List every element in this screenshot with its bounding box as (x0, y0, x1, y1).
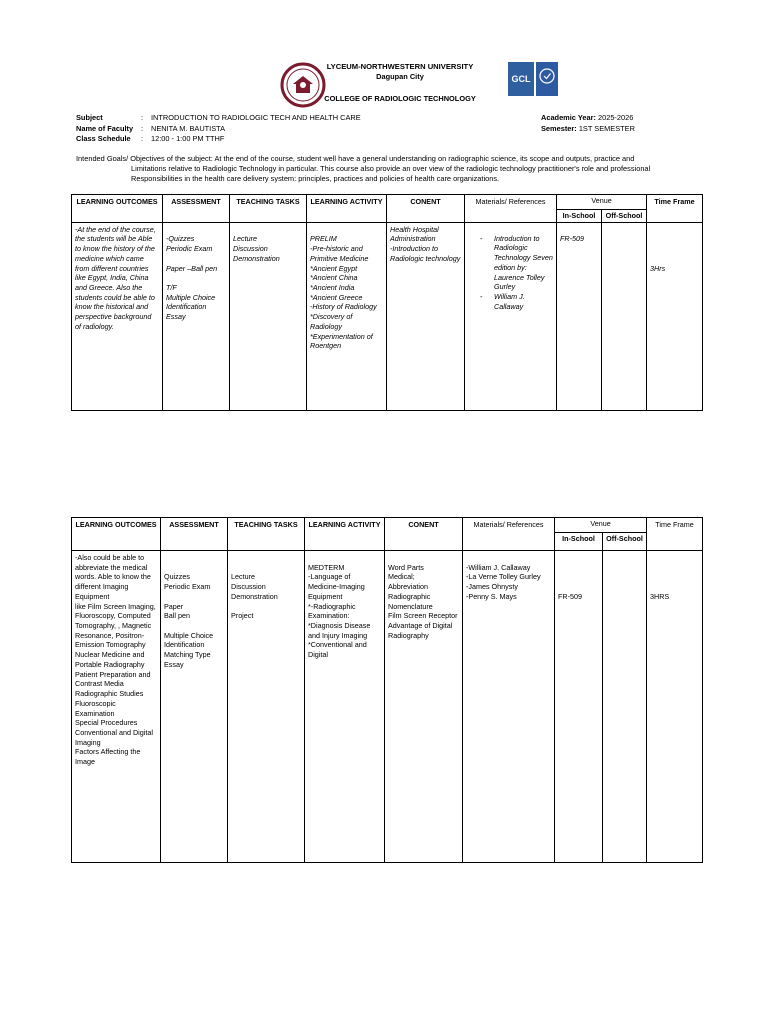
header-venue: Venue (555, 518, 647, 533)
document-header (0, 58, 768, 108)
header-venue: Venue (557, 195, 647, 210)
faculty-label: Name of Faculty (76, 123, 134, 133)
goals-line-3: Responsibilities in the health care delivery system: principles, practices and policies of health care organizations. (131, 173, 500, 183)
cell-teaching-tasks: Lecture Discussion Demonstration Project (228, 551, 305, 863)
cell-in-school: FR-509 (555, 551, 603, 863)
schedule-row (76, 134, 361, 145)
cell-outcomes: -Also could be able to abbreviate the medical words. Able to know the different Imaging Equipment like Film Screen Imaging, Fluoroscopy, Computed Tomography, , Magnetic Resonance, Positron-Emission Tomography Nuclear Medicine and Portable Radiography Patient Preparation and Contrast Media Radiographic Studies Fluoroscopic Examination Special Procedures Conventional and Digital Imaging Factors Affecting the Image (72, 551, 161, 863)
prelim-table (71, 194, 703, 411)
faculty-value: NENITA M. BAUTISTA (151, 123, 226, 133)
header-content: CONENT (385, 518, 463, 551)
cell-off-school (603, 551, 647, 863)
header-off-school: Off-School (603, 533, 647, 551)
college-name: COLLEGE OF RADIOLOGIC TECHNOLOGY (324, 94, 476, 103)
cert-logo-text: GCL (511, 74, 531, 84)
cell-teaching-tasks: Lecture Discussion Demonstration (230, 222, 307, 410)
academic-year-value: 2025-2026 (597, 113, 634, 122)
cell-materials: -William J. Callaway -La Verne Tolley Gurley -James Ohnysty -Penny S. Mays (463, 551, 555, 863)
university-city: Dagupan City (376, 72, 424, 82)
subject-row (76, 113, 361, 124)
cell-learning-activity: MEDTERM -Language of Medicine-Imaging Equipment *-Radiographic Examination: *Diagnosis Disease and Injury Imaging *Conventional and Digital (305, 551, 385, 863)
reference-item: - William J. Callaway (494, 292, 553, 311)
subject-value: INTRODUCTION TO RADIOLOGIC TECH AND HEALTH CARE (151, 113, 361, 122)
header-materials: Materials/ References (463, 518, 555, 551)
semester-value: 1ST SEMESTER (578, 123, 635, 133)
header-learning-activity: LEARNING ACTIVITY (307, 195, 387, 223)
academic-year-label: Academic Year: (541, 113, 596, 122)
subject-colon: : (141, 113, 144, 122)
faculty-row (76, 124, 361, 135)
header-learning-activity: LEARNING ACTIVITY (305, 518, 385, 551)
header-assessment: ASSESSMENT (161, 518, 228, 551)
header-in-school: In-School (557, 210, 602, 223)
header-content: CONENT (387, 195, 465, 223)
cell-in-school: FR-509 (557, 222, 602, 410)
cell-materials (465, 222, 557, 410)
cell-time-frame: 3Hrs (647, 222, 703, 410)
cell-time-frame: 3HRS (647, 551, 703, 863)
goals-line-2: Limitations relative to Radiologic Technology in particular. This course also provide an over view of the radiologic technology practitioner's role and professional (131, 163, 651, 173)
cell-content: Word Parts Medical; Abbreviation Radiographic Nomenclature Film Screen Receptor Advantage of Digital Radiography (385, 551, 463, 863)
header-assessment: ASSESSMENT (163, 195, 230, 223)
cell-content: Health Hospital Administration -Introduction to Radiologic technology (387, 222, 465, 410)
header-time-frame: Time Frame (647, 195, 703, 223)
header-in-school: In-School (555, 533, 603, 551)
header-teaching-tasks: TEACHING TASKS (228, 518, 305, 551)
semester-row (541, 124, 635, 135)
cell-assessment: Quizzes Periodic Exam Paper Ball pen Multiple Choice Identification Matching Type Essay (161, 551, 228, 863)
certification-logo-icon (508, 62, 558, 96)
goals-line-1: Intended Goals/ Objectives of the subject: At the end of the course, student well have a general understanding on radiographic science, its scope and outputs, practice and (76, 154, 635, 163)
cell-outcomes: -At the end of the course, the students will be Able to know the history of the medicine which came from different countries like Egypt, India, China and Greece. Also the students could be able to know the historical and perspective background of radiology. (72, 222, 163, 410)
faculty-colon: : (141, 123, 144, 133)
header-learning-outcomes: LEARNING OUTCOMES (72, 195, 163, 223)
subject-label: Subject (76, 113, 103, 122)
academic-year-row (541, 113, 635, 124)
midterm-table (71, 517, 703, 863)
schedule-colon: : (141, 134, 144, 143)
intended-goals (76, 154, 696, 184)
subject-info (76, 113, 361, 145)
header-text-block (320, 62, 480, 82)
term-info (541, 113, 635, 134)
header-teaching-tasks: TEACHING TASKS (230, 195, 307, 223)
cell-assessment: -Quizzes Periodic Exam Paper –Ball pen T/F Multiple Choice Identification Essay (163, 222, 230, 410)
university-name: LYCEUM-NORTHWESTERN UNIVERSITY (326, 62, 474, 71)
table-row (72, 222, 703, 410)
schedule-label: Class Schedule (76, 134, 131, 143)
cell-learning-activity: PRELIM -Pre-historic and Primitive Medicine *Ancient Egypt *Ancient China *Ancient India *Ancient Greece -History of Radiology *Discovery of Radiology *Experimentation of Roentgen (307, 222, 387, 410)
header-off-school: Off-School (602, 210, 647, 223)
semester-label: Semester: (541, 123, 577, 133)
table-row (72, 551, 703, 863)
header-learning-outcomes: LEARNING OUTCOMES (72, 518, 161, 551)
header-time-frame: Time Frame (647, 518, 703, 551)
header-materials: Materials/ References (465, 195, 557, 223)
cell-off-school (602, 222, 647, 410)
reference-item: - Introduction to Radiologic Technology Seven edition by: Laurence Tolley Gurley (494, 234, 553, 292)
schedule-value: 12:00 - 1:00 PM TTHF (151, 134, 225, 143)
